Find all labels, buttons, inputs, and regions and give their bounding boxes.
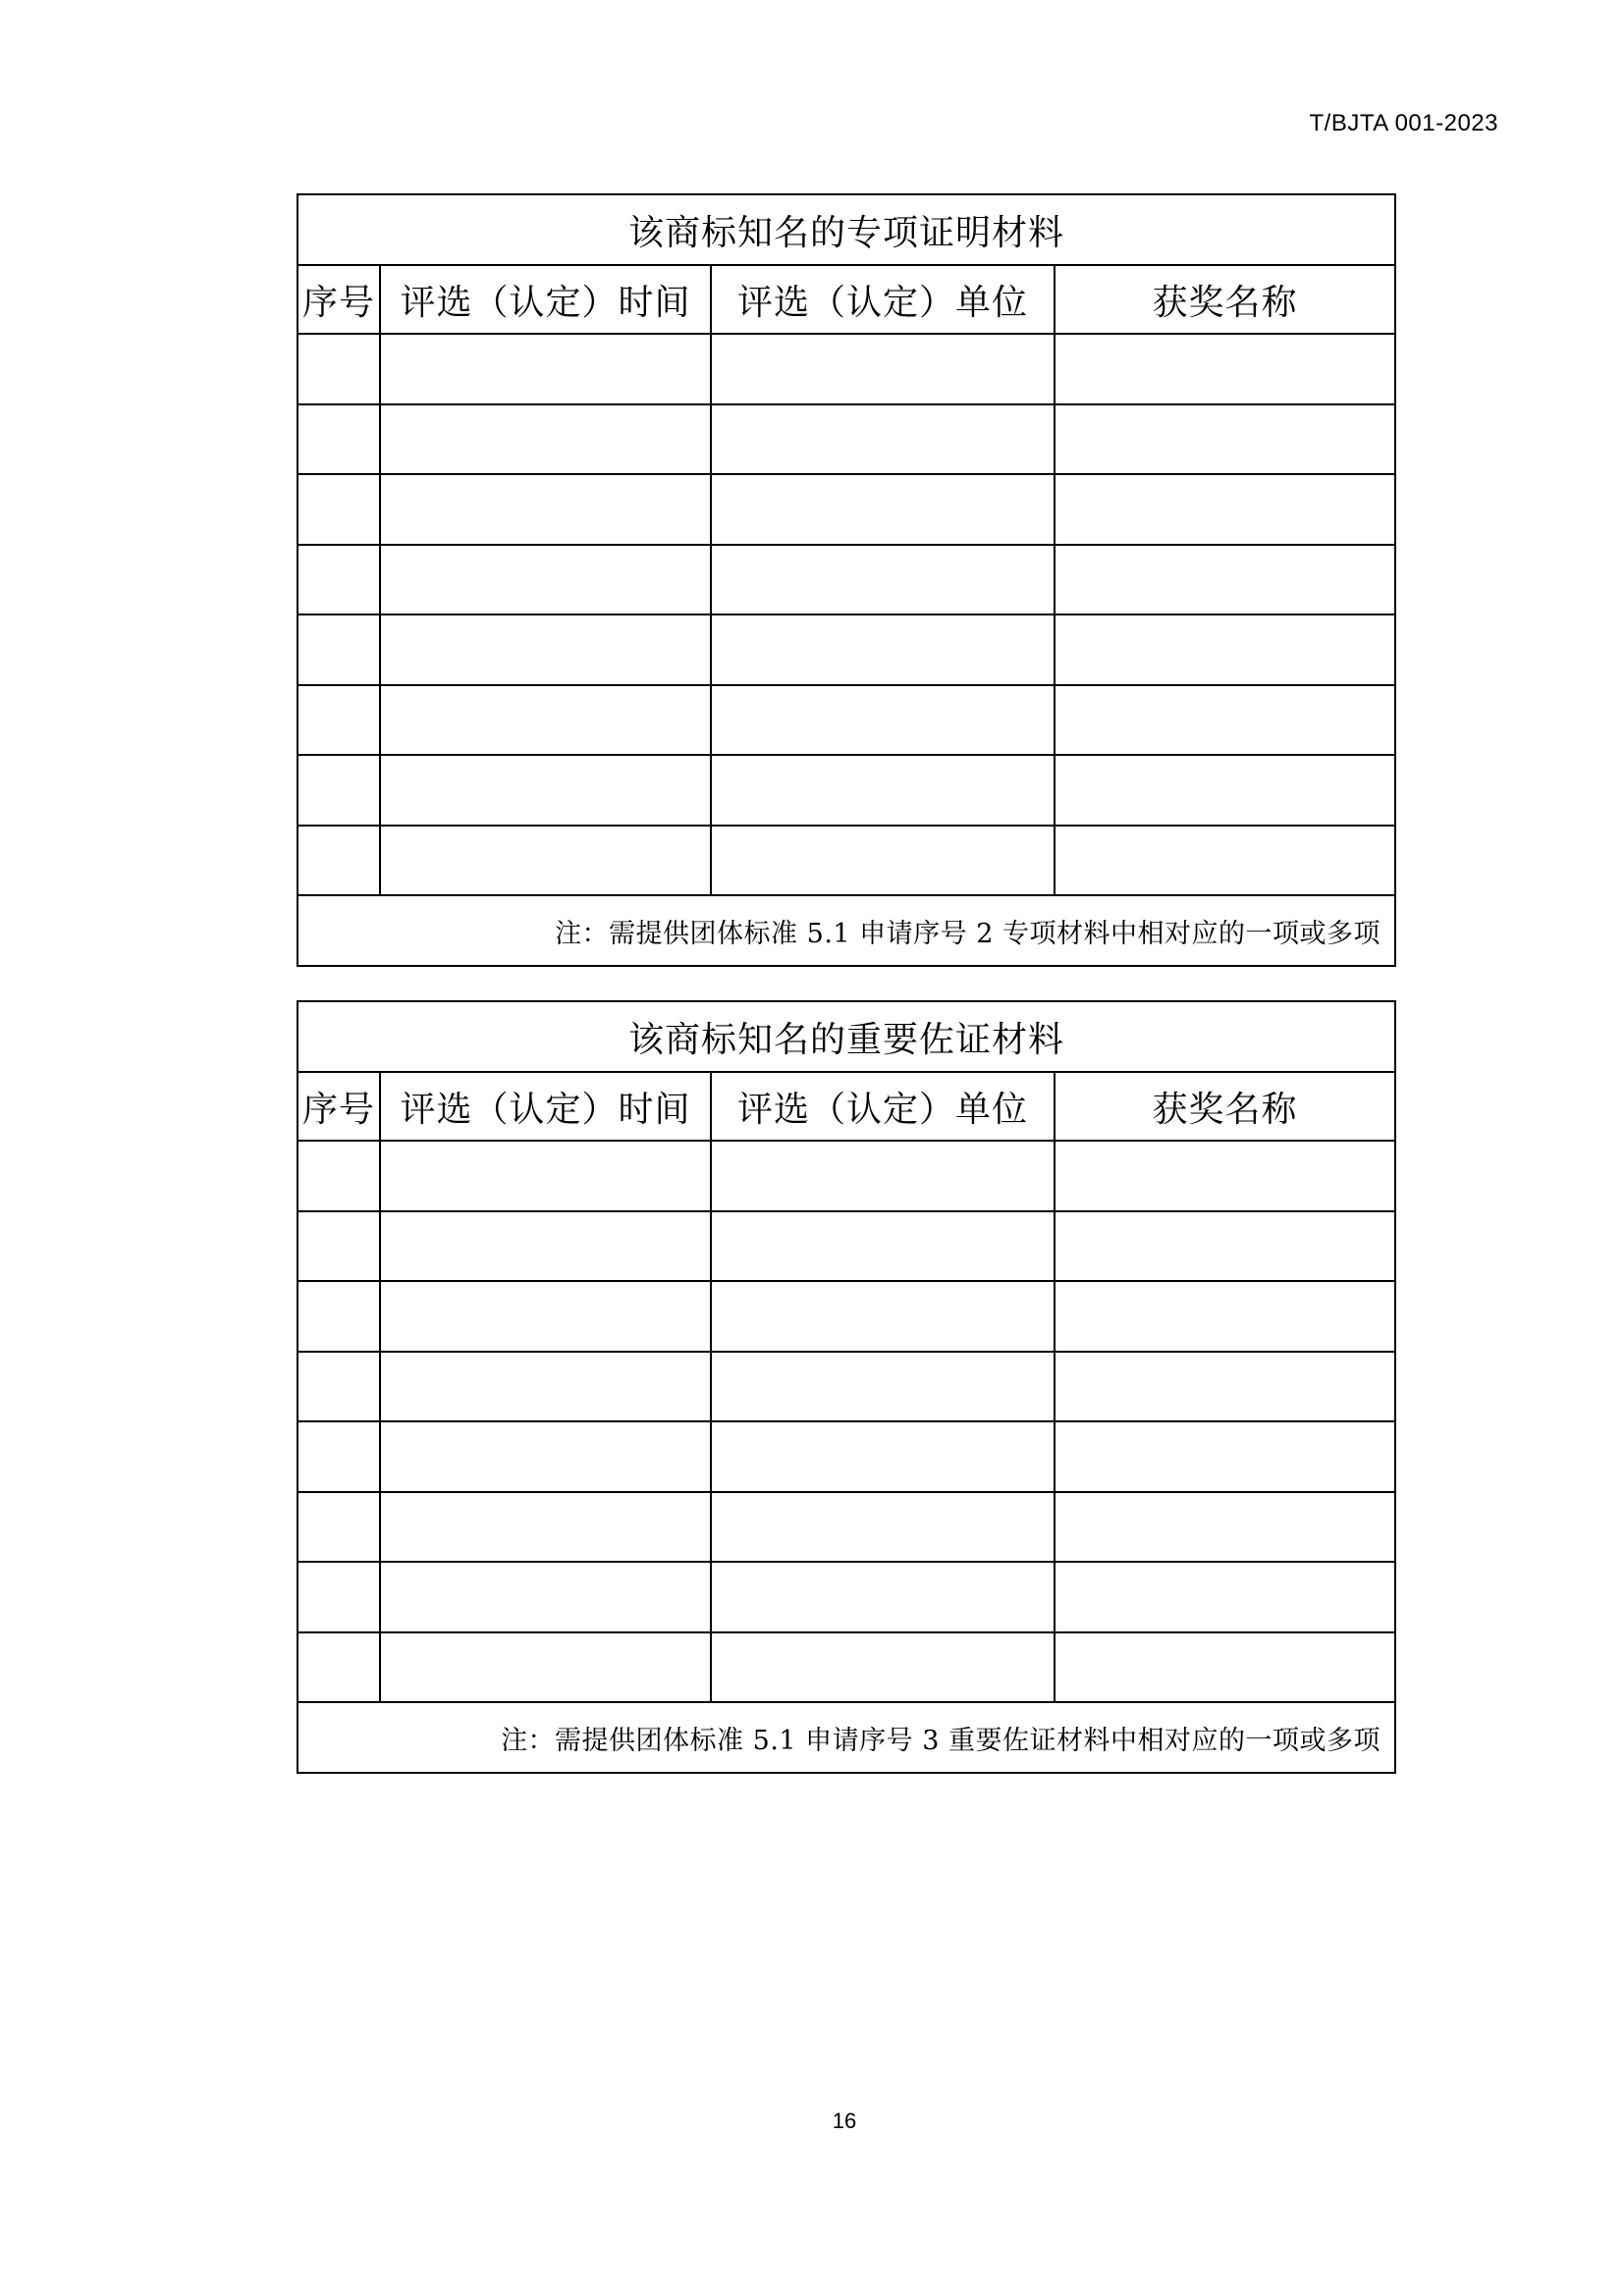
table-row: [298, 755, 1395, 826]
date-cell[interactable]: [380, 1352, 711, 1422]
index-cell[interactable]: [298, 1492, 380, 1563]
organization-cell[interactable]: [711, 1352, 1055, 1422]
award-cell[interactable]: [1055, 1632, 1395, 1703]
column-header-date: 评选（认定）时间: [380, 1072, 711, 1141]
index-cell[interactable]: [298, 545, 380, 615]
organization-cell[interactable]: [711, 1562, 1055, 1632]
index-cell[interactable]: [298, 755, 380, 826]
column-header-index: 序号: [298, 265, 380, 334]
table-title: 该商标知名的专项证明材料: [298, 194, 1395, 265]
index-cell[interactable]: [298, 614, 380, 685]
index-cell[interactable]: [298, 685, 380, 756]
table-row: [298, 1211, 1395, 1282]
award-cell[interactable]: [1055, 1211, 1395, 1282]
column-header-organization: 评选（认定）单位: [711, 1072, 1055, 1141]
index-cell[interactable]: [298, 474, 380, 545]
supporting-evidence-table: [297, 1000, 1396, 1774]
organization-cell[interactable]: [711, 1281, 1055, 1352]
table-row: [298, 1281, 1395, 1352]
table-row: [298, 474, 1395, 545]
date-cell[interactable]: [380, 755, 711, 826]
table-note: 注：需提供团体标准 5.1 申请序号 3 重要佐证材料中相对应的一项或多项: [298, 1702, 1395, 1773]
table-row: [298, 685, 1395, 756]
date-cell[interactable]: [380, 1281, 711, 1352]
index-cell[interactable]: [298, 1632, 380, 1703]
table-row: [298, 545, 1395, 615]
date-cell[interactable]: [380, 1632, 711, 1703]
table-row: [298, 1492, 1395, 1563]
date-cell[interactable]: [380, 1421, 711, 1492]
column-header-organization: 评选（认定）单位: [711, 265, 1055, 334]
organization-cell[interactable]: [711, 1211, 1055, 1282]
page-number: 16: [832, 2109, 857, 2133]
award-cell[interactable]: [1055, 1421, 1395, 1492]
table-title: 该商标知名的重要佐证材料: [298, 1001, 1395, 1072]
organization-cell[interactable]: [711, 334, 1055, 404]
date-cell[interactable]: [380, 545, 711, 615]
index-cell[interactable]: [298, 1562, 380, 1632]
organization-cell[interactable]: [711, 1632, 1055, 1703]
index-cell[interactable]: [298, 1281, 380, 1352]
date-cell[interactable]: [380, 1562, 711, 1632]
table-row: [298, 1352, 1395, 1422]
organization-cell[interactable]: [711, 1421, 1055, 1492]
date-cell[interactable]: [380, 826, 711, 896]
table-row: [298, 826, 1395, 896]
organization-cell[interactable]: [711, 474, 1055, 545]
table-row: [298, 614, 1395, 685]
organization-cell[interactable]: [711, 1492, 1055, 1563]
date-cell[interactable]: [380, 1211, 711, 1282]
date-cell[interactable]: [380, 685, 711, 756]
index-cell[interactable]: [298, 1421, 380, 1492]
index-cell[interactable]: [298, 1352, 380, 1422]
organization-cell[interactable]: [711, 614, 1055, 685]
column-header-award: 获奖名称: [1055, 265, 1395, 334]
organization-cell[interactable]: [711, 755, 1055, 826]
table-row: [298, 1562, 1395, 1632]
table-row: [298, 404, 1395, 475]
organization-cell[interactable]: [711, 685, 1055, 756]
index-cell[interactable]: [298, 1141, 380, 1211]
special-evidence-table: [297, 193, 1396, 967]
index-cell[interactable]: [298, 404, 380, 475]
award-cell[interactable]: [1055, 545, 1395, 615]
award-cell[interactable]: [1055, 826, 1395, 896]
award-cell[interactable]: [1055, 1352, 1395, 1422]
date-cell[interactable]: [380, 474, 711, 545]
award-cell[interactable]: [1055, 1492, 1395, 1563]
column-header-award: 获奖名称: [1055, 1072, 1395, 1141]
column-header-date: 评选（认定）时间: [380, 265, 711, 334]
award-cell[interactable]: [1055, 755, 1395, 826]
date-cell[interactable]: [380, 404, 711, 475]
award-cell[interactable]: [1055, 1281, 1395, 1352]
organization-cell[interactable]: [711, 1141, 1055, 1211]
award-cell[interactable]: [1055, 404, 1395, 475]
table-note: 注：需提供团体标准 5.1 申请序号 2 专项材料中相对应的一项或多项: [298, 895, 1395, 966]
table-row: [298, 1141, 1395, 1211]
date-cell[interactable]: [380, 1492, 711, 1563]
award-cell[interactable]: [1055, 685, 1395, 756]
standard-code: T/BJTA 001-2023: [1309, 110, 1498, 136]
index-cell[interactable]: [298, 334, 380, 404]
award-cell[interactable]: [1055, 334, 1395, 404]
award-cell[interactable]: [1055, 474, 1395, 545]
organization-cell[interactable]: [711, 826, 1055, 896]
index-cell[interactable]: [298, 826, 380, 896]
award-cell[interactable]: [1055, 1141, 1395, 1211]
organization-cell[interactable]: [711, 545, 1055, 615]
award-cell[interactable]: [1055, 1562, 1395, 1632]
date-cell[interactable]: [380, 1141, 711, 1211]
table-row: [298, 1421, 1395, 1492]
table-row: [298, 334, 1395, 404]
date-cell[interactable]: [380, 334, 711, 404]
column-header-index: 序号: [298, 1072, 380, 1141]
award-cell[interactable]: [1055, 614, 1395, 685]
table-row: [298, 1632, 1395, 1703]
organization-cell[interactable]: [711, 404, 1055, 475]
date-cell[interactable]: [380, 614, 711, 685]
index-cell[interactable]: [298, 1211, 380, 1282]
